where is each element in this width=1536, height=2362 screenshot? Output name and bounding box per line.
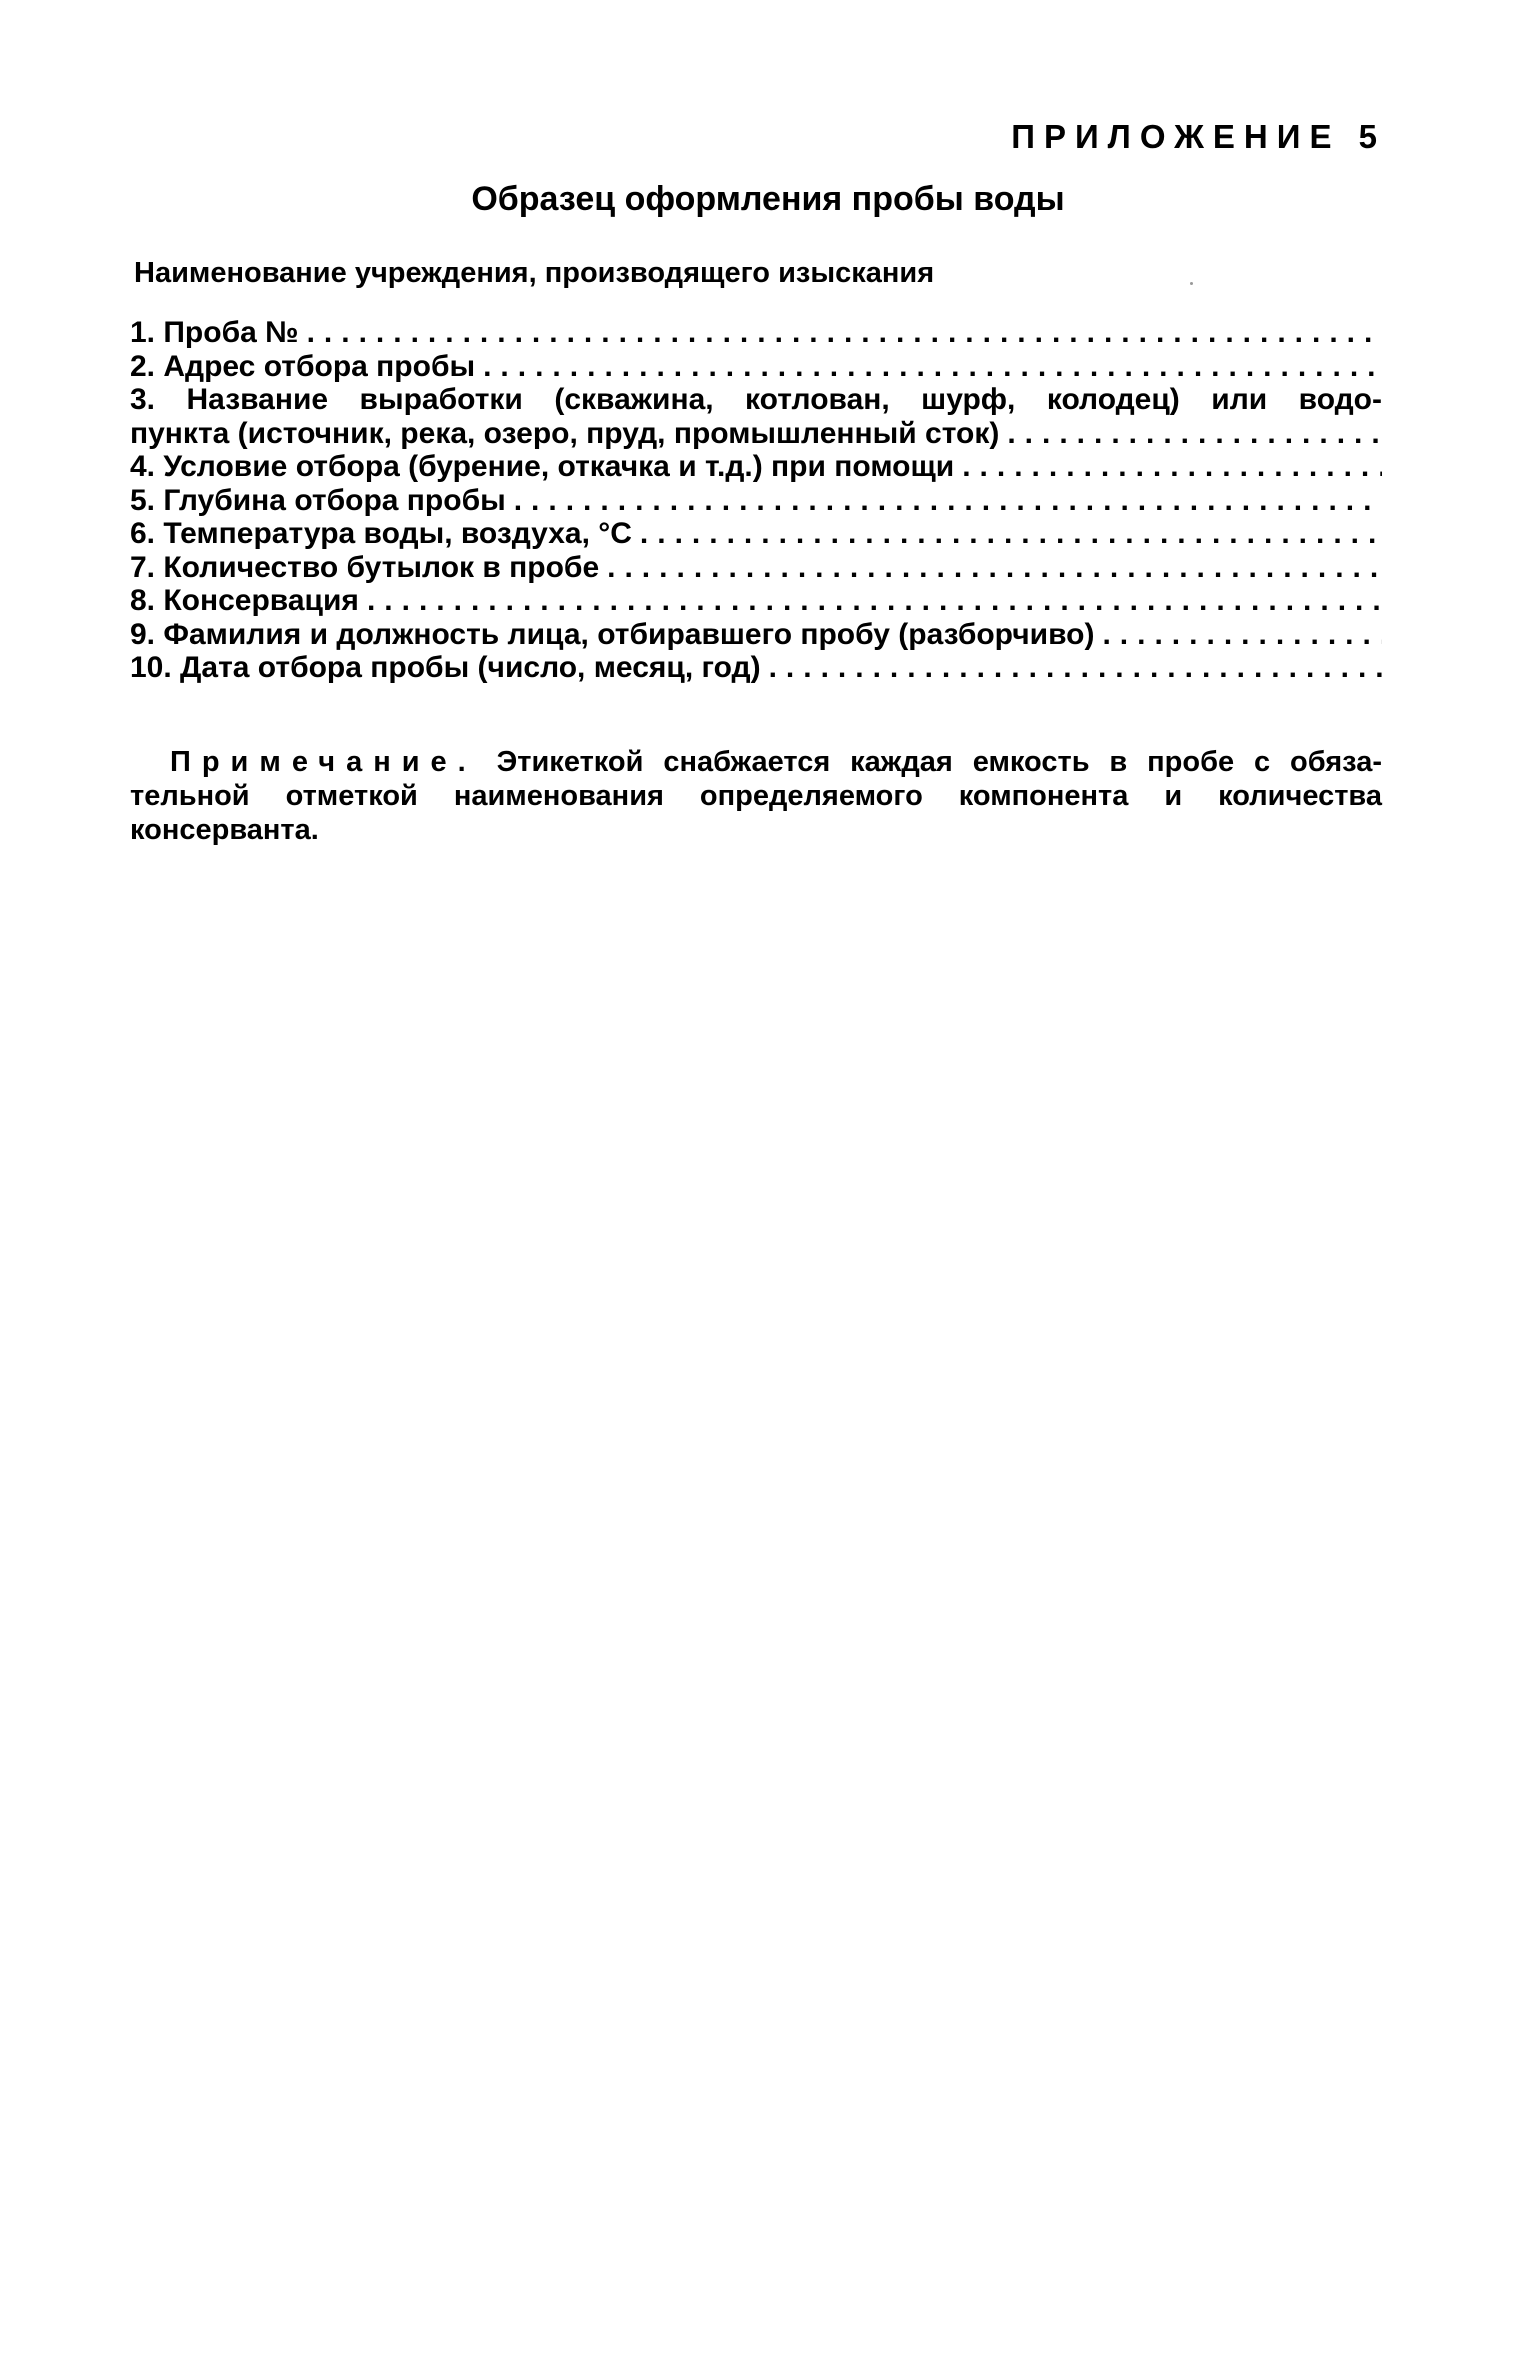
note-body	[130, 779, 1382, 847]
fill-in-leader	[1094, 618, 1382, 652]
field-sampler-name	[130, 618, 1382, 652]
field-label: 1. Проба №	[130, 316, 299, 349]
scan-speck	[1190, 282, 1193, 285]
document-title: Образец оформления пробы воды	[471, 180, 1065, 218]
fill-in-leader	[999, 417, 1382, 451]
note-heading: Примечание.	[170, 746, 477, 778]
field-sampling-address	[130, 350, 1382, 384]
note-text-line3: консерванта.	[130, 814, 319, 846]
field-label: 3. Название выработки (скважина, котлован, шурф, колодец) или водо-	[130, 383, 1382, 416]
field-label: 2. Адрес отбора пробы	[130, 349, 476, 383]
field-label: 7. Количество бутылок в пробе	[130, 550, 600, 584]
fill-in-leader	[299, 316, 1382, 350]
field-label: 4. Условие отбора (бурение, откачка и т.д.) при помощи	[130, 450, 955, 483]
appendix-label: ПРИЛОЖЕНИЕ 5	[1011, 118, 1386, 155]
fill-in-leader	[506, 484, 1382, 518]
field-preservation	[130, 584, 1382, 618]
field-excavation-name-continued	[130, 417, 1382, 451]
institution-line: Наименование учреждения, производящего изыскания	[134, 257, 935, 289]
field-sampling-depth	[130, 484, 1382, 518]
note-text-line2: тельной отметкой наименования определяемого компонента и количества	[130, 780, 1382, 812]
field-sampling-condition	[130, 450, 1382, 484]
fill-in-leader	[632, 517, 1382, 551]
field-label: 10. Дата отбора пробы (число, месяц, год)	[130, 651, 761, 684]
field-sample-number	[130, 316, 1382, 350]
fill-in-leader	[359, 584, 1382, 618]
fill-in-leader	[761, 651, 1382, 685]
field-temperature	[130, 517, 1382, 551]
field-label: 5. Глубина отбора пробы	[130, 483, 506, 517]
field-label: 6. Температура воды, воздуха, °С	[130, 517, 632, 550]
fill-in-leader	[599, 551, 1382, 585]
field-sampling-date	[130, 651, 1382, 685]
fill-in-leader	[954, 450, 1382, 484]
field-bottle-count	[130, 551, 1382, 585]
note-text-line1: Этикеткой снабжается каждая емкость в пробе с обяза-	[496, 746, 1382, 778]
fill-in-leader	[475, 350, 1382, 384]
field-label: 8. Консервация	[130, 584, 359, 617]
field-label: 9. Фамилия и должность лица, отбиравшего пробу (разборчиво)	[130, 617, 1095, 651]
sample-form-fields	[130, 316, 1382, 685]
field-excavation-name	[130, 383, 1382, 417]
note-first-line	[170, 745, 1382, 779]
field-label: пункта (источник, река, озеро, пруд, промышленный сток)	[130, 416, 1000, 450]
